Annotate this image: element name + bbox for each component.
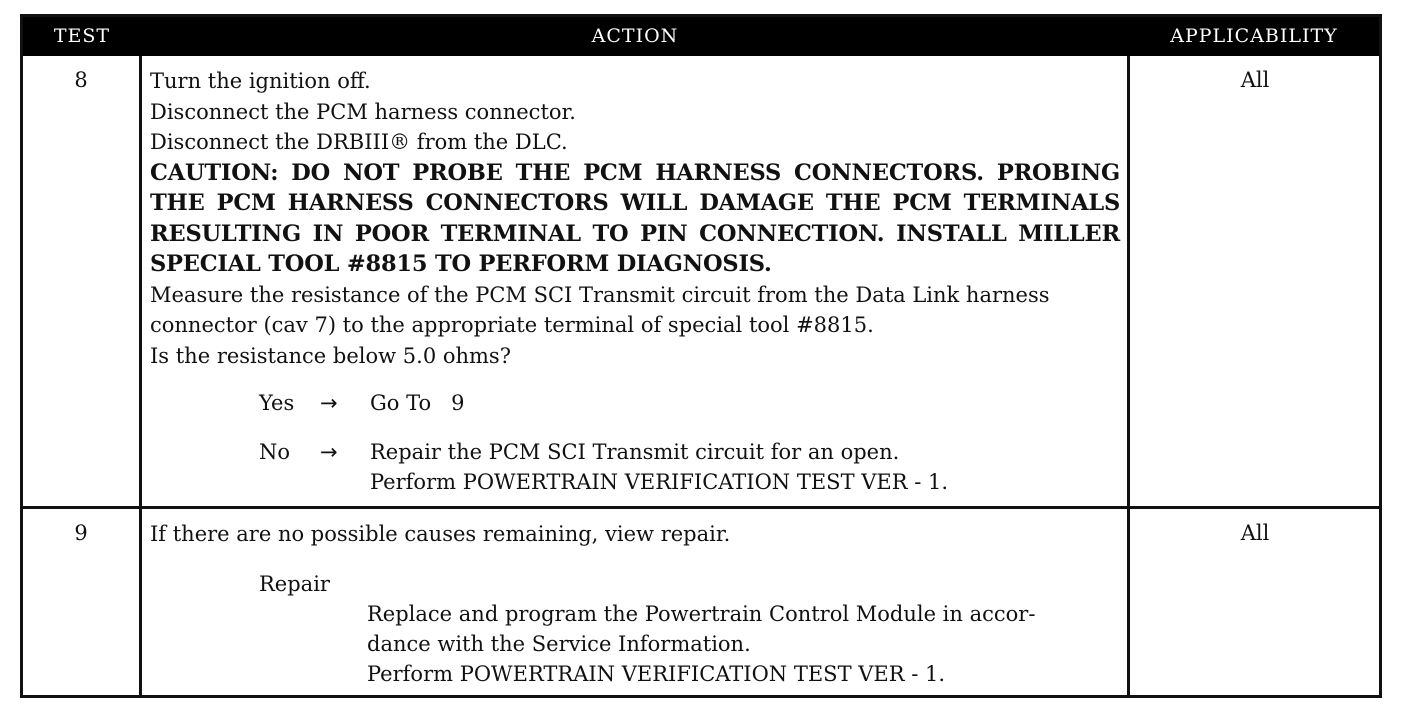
repair-line: dance with the Service Information. [367,632,751,656]
header-applicability: APPLICABILITY [1170,25,1338,47]
no-label: No [259,440,291,464]
header-test: TEST [53,25,111,47]
column-divider [139,56,142,695]
question-line: Is the resistance below 5.0 ohms? [150,343,511,368]
right-arrow-icon: → [320,440,338,464]
row-8-applicability: All [1240,68,1270,92]
row-9-applicability: All [1240,521,1270,545]
row-8-test-number: 8 [74,68,88,92]
right-arrow-icon: → [320,391,338,415]
no-action-verify: Perform POWERTRAIN VERIFICATION TEST VER - 1. [370,470,949,494]
no-action-repair: Repair the PCM SCI Transmit circuit for an open. [370,440,900,464]
row-9-test-number: 9 [74,521,88,545]
caution-text: CAUTION: DO NOT PROBE THE PCM HARNESS CONNECTORS. PROBING THE PCM HARNESS CONNECTORS WILL DAMAGE THE PCM TERMINALS RESULTING IN POOR TERMINAL TO PIN CONNECTION. INSTALL MILLER SPECIAL TOOL #8815 TO PERFORM DIAGNOSIS. [150,159,1120,277]
repair-line: Replace and program the Powertrain Control Module in accor- [367,602,1036,626]
column-divider [1127,56,1130,695]
instruction-line: Turn the ignition off. [150,69,371,93]
yes-action: Go To 9 [370,391,465,415]
instruction-line: connector (cav 7) to the appropriate terminal of special tool #8815. [150,313,874,337]
diagnostic-table [20,14,1382,698]
instruction-line: Measure the resistance of the PCM SCI Transmit circuit from the Data Link harness [150,282,1050,307]
instruction-line: Disconnect the PCM harness connector. [150,99,576,124]
table-header [23,17,1379,56]
instruction-line: Disconnect the DRBIII® from the DLC. [150,130,568,154]
header-action: ACTION [591,25,679,47]
row-9-instruction: If there are no possible causes remaining, view repair. [150,522,731,546]
repair-label: Repair [259,572,330,596]
row-divider [23,506,1379,509]
repair-verify: Perform POWERTRAIN VERIFICATION TEST VER - 1. [367,662,946,686]
yes-label: Yes [259,391,295,415]
row-8-action [150,66,1120,371]
